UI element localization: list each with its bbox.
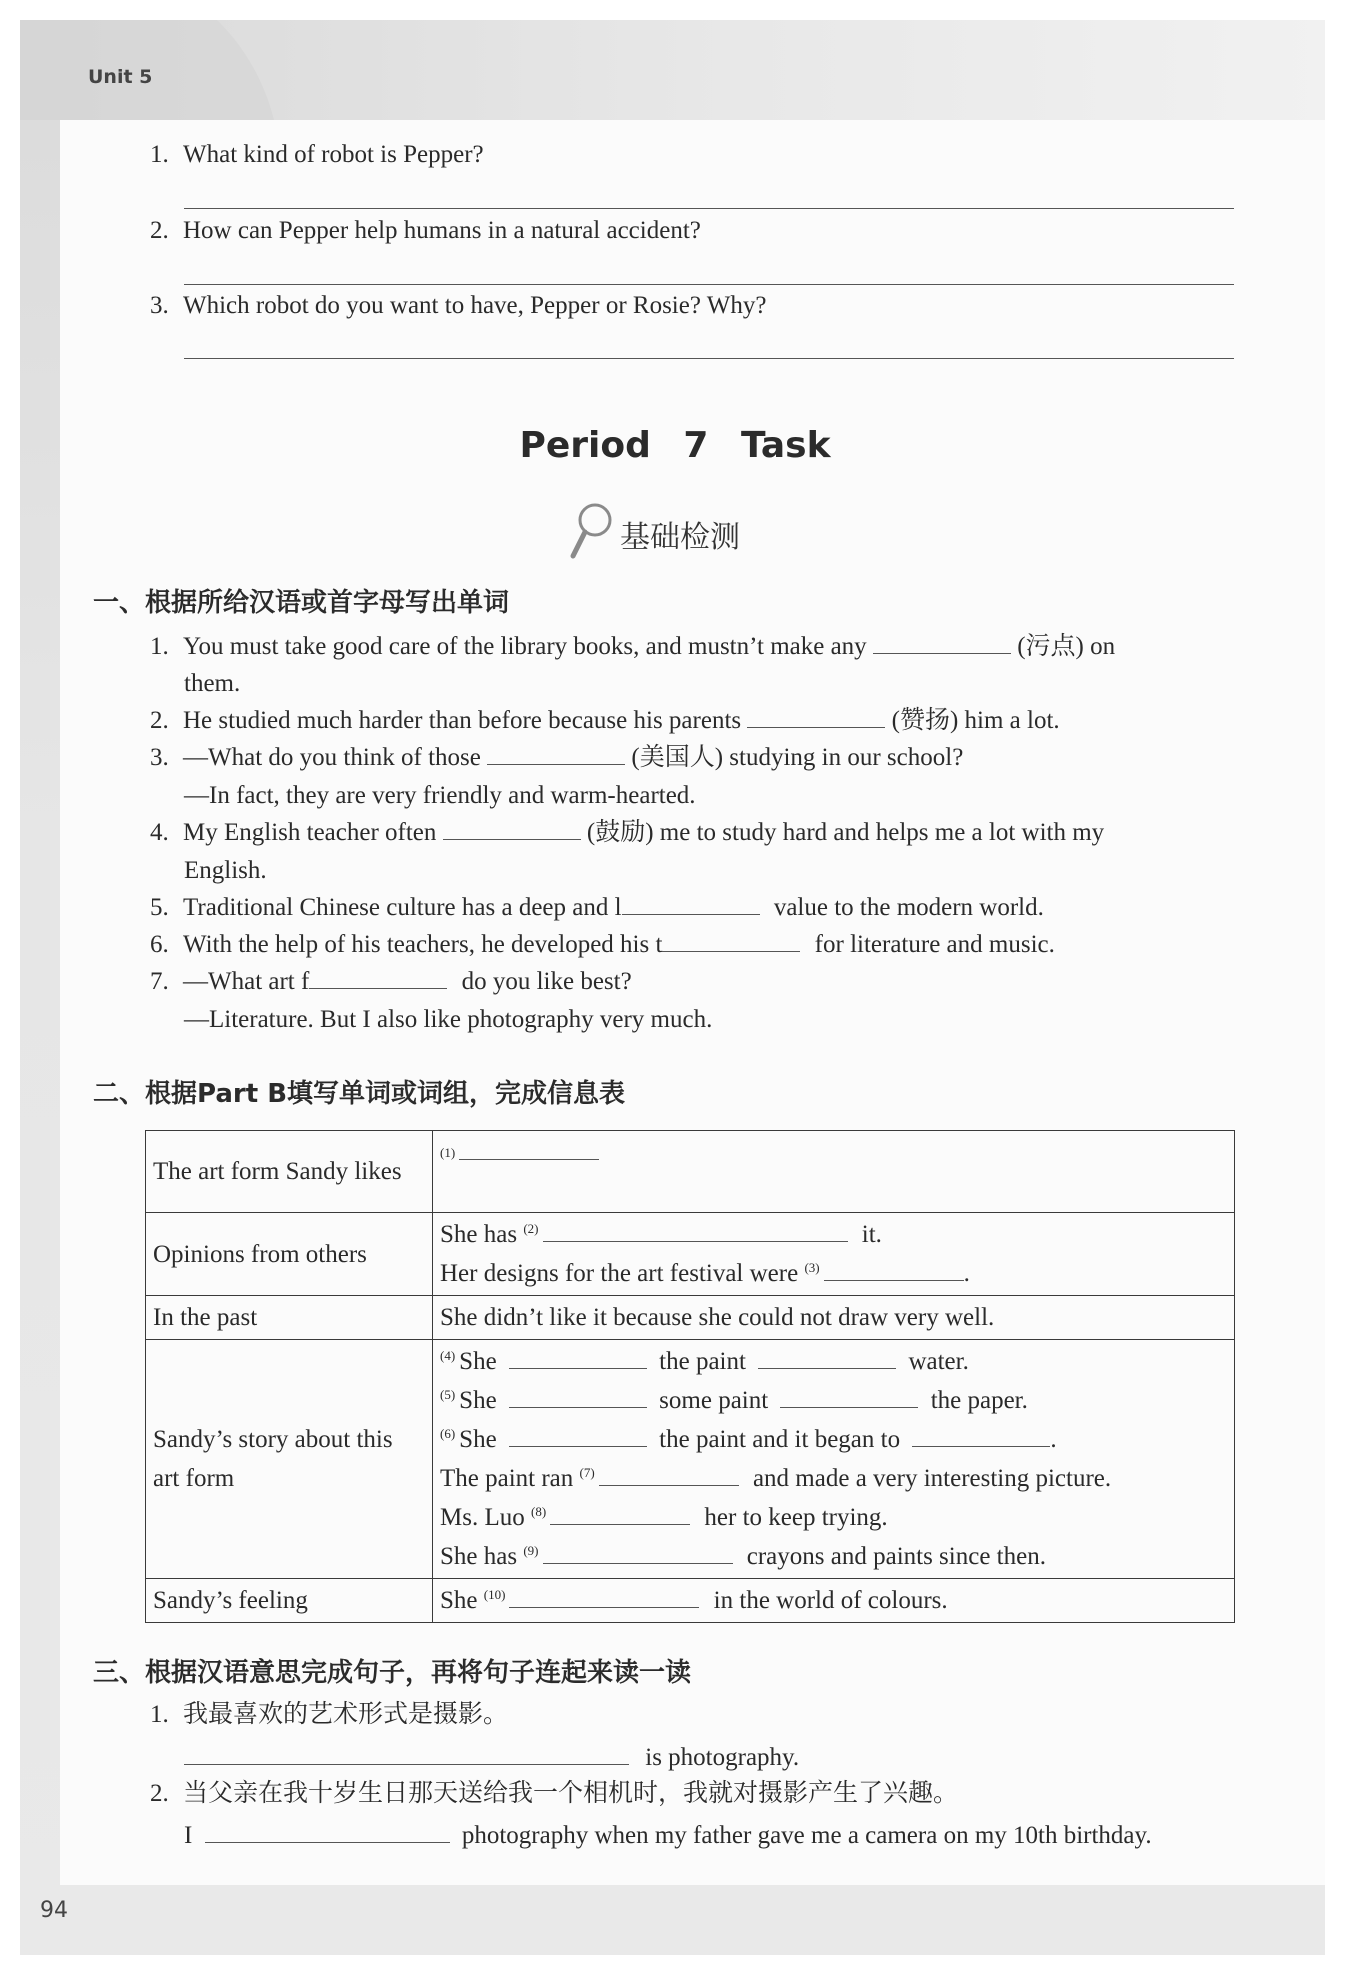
blank-table-10[interactable] — [509, 1583, 699, 1608]
exercise-1-cont: them. — [184, 670, 241, 697]
question-2 — [150, 212, 701, 249]
blank-translation-2[interactable] — [205, 1818, 450, 1843]
section-3-heading: 三、根据汉语意思完成句子，再将句子连起来读一读 — [93, 1658, 692, 1688]
translation-2-cn — [150, 1775, 958, 1812]
blank-translation-1[interactable] — [184, 1740, 629, 1765]
item-text: My English teacher often — [183, 819, 437, 846]
cell-text: the paint — [659, 1348, 746, 1375]
row-content: She didn’t like it because she could not draw very well. — [433, 1296, 1235, 1340]
row-content — [433, 1340, 1235, 1579]
blank-number: (4) — [440, 1348, 456, 1363]
row-content — [433, 1579, 1235, 1623]
table-row — [146, 1131, 1235, 1213]
exercise-4 — [150, 814, 1104, 851]
item-text: photography when my father gave me a camera on my 10th birthday. — [461, 1822, 1152, 1849]
cell-text: and made a very interesting picture. — [752, 1465, 1112, 1492]
blank-1[interactable] — [873, 629, 1011, 654]
answer-line-3[interactable] — [184, 358, 1234, 359]
item-number: 3. — [150, 744, 169, 771]
cell-text: . — [963, 1260, 970, 1287]
item-text: Traditional Chinese culture has a deep and l — [183, 894, 622, 921]
section-1-heading: 一、根据所给汉语或首字母写出单词 — [93, 588, 510, 618]
section-subtitle: 基础检测 — [620, 520, 740, 555]
cell-text: She — [459, 1426, 497, 1453]
page-title: Period 7 Task — [519, 425, 831, 466]
item-number: 1. — [150, 1701, 169, 1728]
exercise-5 — [150, 889, 1044, 926]
cell-text: water. — [908, 1348, 969, 1375]
item-text: 我最喜欢的艺术形式是摄影。 — [183, 1701, 509, 1728]
blank-table-8[interactable] — [550, 1500, 690, 1525]
blank-table-9[interactable] — [543, 1539, 733, 1564]
blank-number: (2) — [523, 1221, 539, 1236]
item-text: You must take good care of the library books, and mustn’t make any — [183, 633, 867, 660]
question-number: 2. — [150, 217, 169, 244]
question-3 — [150, 287, 766, 324]
question-1 — [150, 136, 484, 173]
exercise-3-cont: —In fact, they are very friendly and warm-hearted. — [184, 782, 696, 809]
translation-1-en — [184, 1739, 799, 1776]
item-number: 7. — [150, 968, 169, 995]
item-text: (美国人) studying in our school? — [631, 744, 964, 771]
blank-7[interactable] — [309, 964, 447, 989]
question-number: 3. — [150, 292, 169, 319]
question-text: What kind of robot is Pepper? — [183, 141, 484, 168]
row-label: Sandy’s feeling — [146, 1579, 433, 1623]
unit-label: Unit 5 — [88, 66, 153, 88]
table-row — [146, 1579, 1235, 1623]
item-text: do you like best? — [461, 968, 632, 995]
blank-number: (5) — [440, 1387, 456, 1402]
cell-text: The paint ran — [440, 1465, 574, 1492]
blank-number: (3) — [804, 1260, 820, 1275]
cell-text: She — [459, 1348, 497, 1375]
cell-text: the paint and it began to — [659, 1426, 901, 1453]
blank-table-4b[interactable] — [758, 1344, 896, 1369]
item-text: —What do you think of those — [183, 744, 481, 771]
blank-5[interactable] — [622, 890, 760, 915]
table-row — [146, 1213, 1235, 1296]
cell-text: . — [1050, 1426, 1057, 1453]
blank-table-6a[interactable] — [509, 1422, 647, 1447]
item-number: 2. — [150, 1780, 169, 1807]
item-text: I — [184, 1822, 193, 1849]
cell-text: Her designs for the art festival were — [440, 1260, 799, 1287]
blank-number: (9) — [523, 1543, 539, 1558]
section-2-heading: 二、根据Part B填写单词或词组，完成信息表 — [93, 1079, 626, 1109]
translation-2-en — [184, 1817, 1152, 1854]
blank-2[interactable] — [747, 703, 885, 728]
item-text: (赞扬) him a lot. — [891, 707, 1060, 734]
item-number: 2. — [150, 707, 169, 734]
exercise-7 — [150, 963, 632, 1000]
blank-table-5b[interactable] — [780, 1383, 918, 1408]
question-text: How can Pepper help humans in a natural accident? — [183, 217, 701, 244]
table-row — [146, 1340, 1235, 1579]
exercise-3 — [150, 739, 963, 776]
item-text: —What art f — [183, 968, 310, 995]
question-text: Which robot do you want to have, Pepper or Rosie? Why? — [183, 292, 767, 319]
item-number: 6. — [150, 931, 169, 958]
item-text: value to the modern world. — [773, 894, 1044, 921]
magnifier-icon — [565, 500, 615, 560]
cell-text: She has — [440, 1543, 518, 1570]
cell-text: it. — [861, 1221, 882, 1248]
table-row — [146, 1296, 1235, 1340]
blank-table-7[interactable] — [599, 1461, 739, 1486]
blank-number: (10) — [483, 1587, 506, 1602]
item-text: 当父亲在我十岁生日那天送给我一个相机时，我就对摄影产生了兴趣。 — [183, 1780, 959, 1807]
blank-6[interactable] — [662, 927, 800, 952]
cell-text: She — [440, 1587, 478, 1614]
item-number: 5. — [150, 894, 169, 921]
cell-text: in the world of colours. — [713, 1587, 948, 1614]
exercise-4-cont: English. — [184, 857, 267, 884]
blank-table-2[interactable] — [543, 1217, 848, 1242]
row-content — [433, 1213, 1235, 1296]
answer-line-1[interactable] — [184, 208, 1234, 209]
cell-text: her to keep trying. — [704, 1504, 888, 1531]
row-label: The art form Sandy likes — [146, 1131, 433, 1213]
cell-text: the paper. — [930, 1387, 1028, 1414]
blank-table-1[interactable] — [459, 1135, 599, 1160]
blank-table-3[interactable] — [824, 1256, 964, 1281]
item-text: He studied much harder than before because his parents — [183, 707, 742, 734]
info-table — [145, 1130, 1235, 1623]
blank-4[interactable] — [443, 815, 581, 840]
cell-text: She has — [440, 1221, 518, 1248]
item-text: With the help of his teachers, he developed his t — [183, 931, 663, 958]
exercise-1 — [150, 628, 1115, 665]
row-label: In the past — [146, 1296, 433, 1340]
exercise-6 — [150, 926, 1055, 963]
blank-3[interactable] — [487, 740, 625, 765]
cell-text: She — [459, 1387, 497, 1414]
answer-line-2[interactable] — [184, 284, 1234, 285]
item-number: 4. — [150, 819, 169, 846]
item-number: 1. — [150, 633, 169, 660]
exercise-7-cont: —Literature. But I also like photography very much. — [184, 1006, 713, 1033]
cell-text: crayons and paints since then. — [746, 1543, 1046, 1570]
exercise-2 — [150, 702, 1060, 739]
question-number: 1. — [150, 141, 169, 168]
blank-number: (7) — [579, 1465, 595, 1480]
page-number: 94 — [40, 1898, 68, 1923]
blank-table-4a[interactable] — [509, 1344, 647, 1369]
row-content — [433, 1131, 1235, 1213]
blank-number: (8) — [530, 1504, 547, 1519]
row-label: Opinions from others — [146, 1213, 433, 1296]
blank-number: (6) — [440, 1426, 456, 1441]
item-text: (污点) on — [1017, 633, 1116, 660]
blank-number: (1) — [440, 1145, 456, 1160]
item-text: for literature and music. — [814, 931, 1055, 958]
item-text: is photography. — [645, 1744, 800, 1771]
cell-text: Ms. Luo — [440, 1504, 525, 1531]
row-label: Sandy’s story about this art form — [146, 1340, 433, 1579]
blank-table-6b[interactable] — [912, 1422, 1050, 1447]
translation-1-cn — [150, 1696, 508, 1733]
item-text: (鼓励) me to study hard and helps me a lot with my — [586, 819, 1105, 846]
blank-table-5a[interactable] — [509, 1383, 647, 1408]
cell-text: some paint — [659, 1387, 769, 1414]
